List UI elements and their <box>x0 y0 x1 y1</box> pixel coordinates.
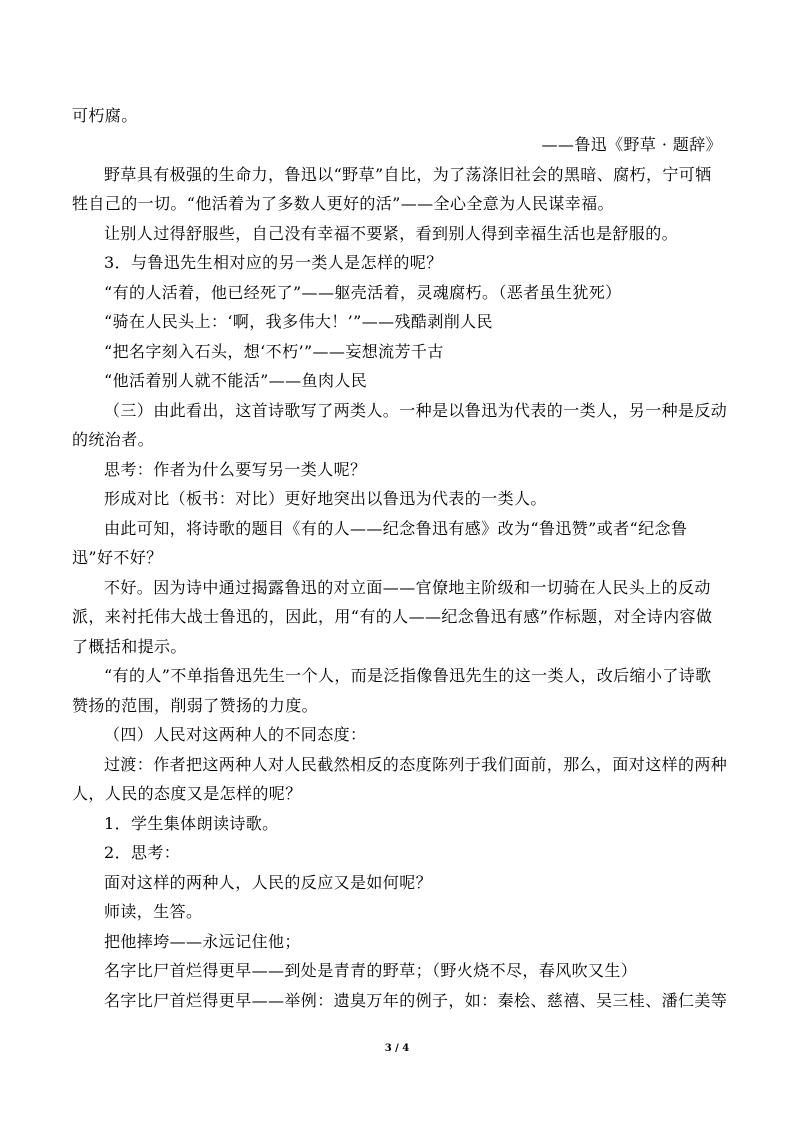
text-line-8: “骑在人民头上：‘啊，我多伟大！’”——残酷剥削人民 <box>104 312 493 331</box>
text-line-15: 由此可知，将诗歌的题目《有的人——纪念鲁迅有感》改为“鲁迅赞”或者“纪念鲁 <box>104 519 688 538</box>
section-heading-3: （三）由此看出，这首诗歌写了两类人。一种是以鲁迅为代表的一类人，另一种是反动 <box>104 401 728 420</box>
text-line-5: 让别人过得舒服些，自己没有幸福不要紧，看到别人得到幸福生活也是舒服的。 <box>104 224 679 243</box>
text-line-16: 迅”好不好？ <box>72 548 163 567</box>
text-line-3: 野草具有极强的生命力，鲁迅以“野草”自比，为了荡涤旧社会的黑暗、腐朽，宁可牺 <box>104 165 712 184</box>
list-item-1: 1．学生集体朗读诗歌。 <box>104 814 279 833</box>
section-heading-4: （四）人民对这两种人的不同态度： <box>104 725 367 744</box>
text-line-28: 师读，生答。 <box>104 902 203 921</box>
text-line-24: 人，人民的态度又是怎样的呢？ <box>72 784 302 803</box>
text-line-13: 思考：作者为什么要写另一类人呢？ <box>104 460 367 479</box>
section-point-3: 3．与鲁迅先生相对应的另一类人是怎样的呢？ <box>104 253 443 272</box>
text-line-12: 的统治者。 <box>72 430 155 449</box>
quote-attribution: ——鲁迅《野草 · 题辞》 <box>541 135 722 154</box>
text-line-14: 形成对比（板书：对比）更好地突出以鲁迅为代表的一类人。 <box>104 489 547 508</box>
text-line-17: 不好。因为诗中通过揭露鲁迅的对立面——官僚地主阶级和一切骑在人民头上的反动 <box>104 578 711 597</box>
text-line-1: 可朽腐。 <box>72 106 138 125</box>
text-line-10: “他活着别人就不能活”——鱼肉人民 <box>104 371 368 390</box>
list-item-2: 2．思考： <box>104 843 181 862</box>
text-line-30: 名字比尸首烂得更早——到处是青青的野草；（野火烧不尽，春风吹又生） <box>104 961 638 980</box>
text-line-23: 过渡：作者把这两种人对人民截然相反的态度陈列于我们面前，那么，面对这样的两种 <box>104 755 728 774</box>
text-line-20: “有的人”不单指鲁迅先生一个人，而是泛指像鲁迅先生的这一类人，改后缩小了诗歌 <box>104 666 712 685</box>
page-number: 3 / 4 <box>384 1043 410 1054</box>
text-line-31: 名字比尸首烂得更早——举例：遗臭万年的例子，如：秦桧、慈禧、吴三桂、潘仁美等 <box>104 991 728 1010</box>
text-line-4: 牲自己的一切。“他活着为了多数人更好的活”——全心全意为人民谋幸福。 <box>72 194 614 213</box>
text-line-29: 把他摔垮——永远记住他； <box>104 932 301 951</box>
text-line-18: 派，来衬托伟大战士鲁迅的，因此，用“有的人——纪念鲁迅有感”作标题，对全诗内容做 <box>72 607 713 626</box>
text-line-7: “有的人活着，他已经死了”——躯壳活着，灵魂腐朽。（恶者虽生犹死） <box>104 283 622 302</box>
text-line-21: 赞扬的范围，削弱了赞扬的力度。 <box>72 696 319 715</box>
text-line-9: “把名字刻入石头，想‘不朽’”——妄想流芳千古 <box>104 342 444 361</box>
text-line-19: 了概括和提示。 <box>72 637 187 656</box>
text-line-27: 面对这样的两种人，人民的反应又是如何呢？ <box>104 873 433 892</box>
